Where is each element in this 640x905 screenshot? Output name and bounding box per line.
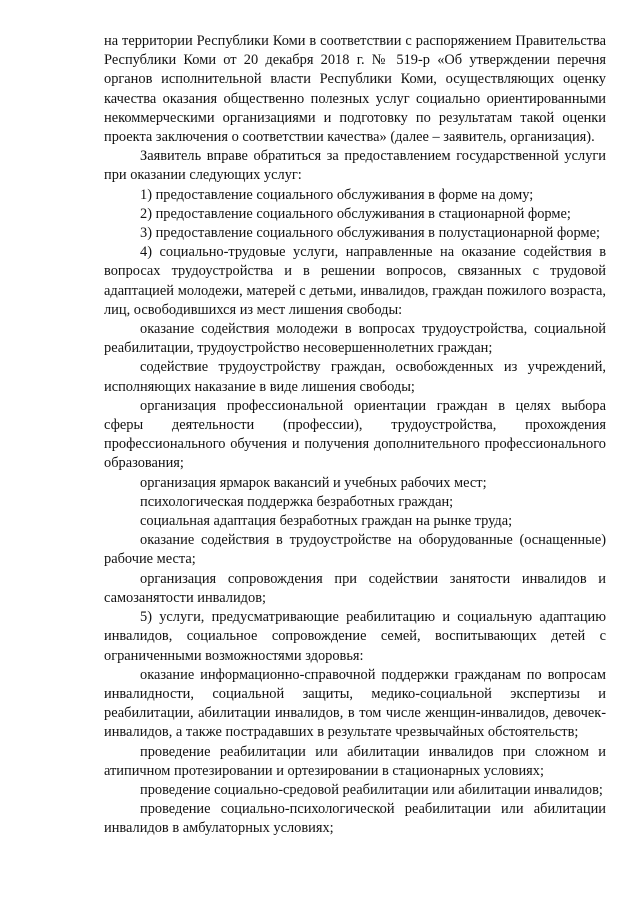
paragraph-3: 1) предоставление социального обслуживания в форме на дому; [140,186,534,203]
paragraph-4: 2) предоставление социального обслуживания в стационарной форме; [140,205,571,222]
document-body [104,32,606,839]
paragraph-10: организация ярмарок вакансий и учебных рабочих мест; [140,474,487,491]
paragraph-11: психологическая поддержка безработных граждан; [140,493,454,510]
paragraph-15: 5) услуги, предусматривающие реабилитацию и социальную адаптацию инвалидов, социальное сопровождение семей, воспитывающих детей с ограниченными возможностями здоровья: [104,609,606,664]
paragraph-17: проведение реабилитации или абилитации инвалидов при сложном и атипичном протезировании и ортезировании в стационарных условиях; [104,743,606,779]
paragraph-18: проведение социально-средовой реабилитации или абилитации инвалидов; [140,781,603,798]
paragraph-2: Заявитель вправе обратиться за предоставлением государственной услуги при оказании следующих услуг: [104,148,606,184]
paragraph-7: оказание содействия молодежи в вопросах трудоустройства, социальной реабилитации, трудоустройство несовершеннолетних граждан; [104,321,606,357]
paragraph-1: на территории Республики Коми в соответствии с распоряжением Правительства Республики Коми от 20 декабря 2018 г. № 519-р «Об утверждении перечня органов исполнительной власти Республики Коми, осуществляющих оценку качества оказания общественно полезных услуг социально ориентированными некоммерческими организациями и подготовку по результатам такой оценки проекта заключения о соответствии качества» (далее – заявитель, организация). [104,33,606,146]
paragraph-13: оказание содействия в трудоустройстве на оборудованные (оснащенные) рабочие места; [104,532,606,568]
paragraph-5: 3) предоставление социального обслуживания в полустационарной форме; [140,225,600,242]
paragraph-14: организация сопровождения при содействии занятости инвалидов и самозанятости инвалидов; [104,570,606,606]
paragraph-16: оказание информационно-справочной поддержки гражданам по вопросам инвалидности, социальной защиты, медико-социальной экспертизы и реабилитации, абилитации инвалидов, в том числе женщин-инвалидов, девочек-инвалидов, а также пострадавших в результате чрезвычайных обстоятельств; [104,666,606,741]
paragraph-6: 4) социально-трудовые услуги, направленные на оказание содействия в вопросах трудоустройства и в решении вопросов, связанных с трудовой адаптацией молодежи, матерей с детьми, инвалидов, граждан пожилого возраста, лиц, освободившихся из мест лишения свободы: [104,244,606,318]
paragraph-12: социальная адаптация безработных граждан на рынке труда; [140,513,513,530]
paragraph-8: содействие трудоустройству граждан, освобожденных из учреждений, исполняющих наказание в виде лишения свободы; [104,359,606,395]
paragraph-9: организация профессиональной ориентации граждан в целях выбора сферы деятельности (профессии), трудоустройства, прохождения профессионального обучения и получения дополнительного профессионального образования; [104,397,606,472]
paragraph-19: проведение социально-психологической реабилитации или абилитации инвалидов в амбулаторных условиях; [104,801,606,837]
